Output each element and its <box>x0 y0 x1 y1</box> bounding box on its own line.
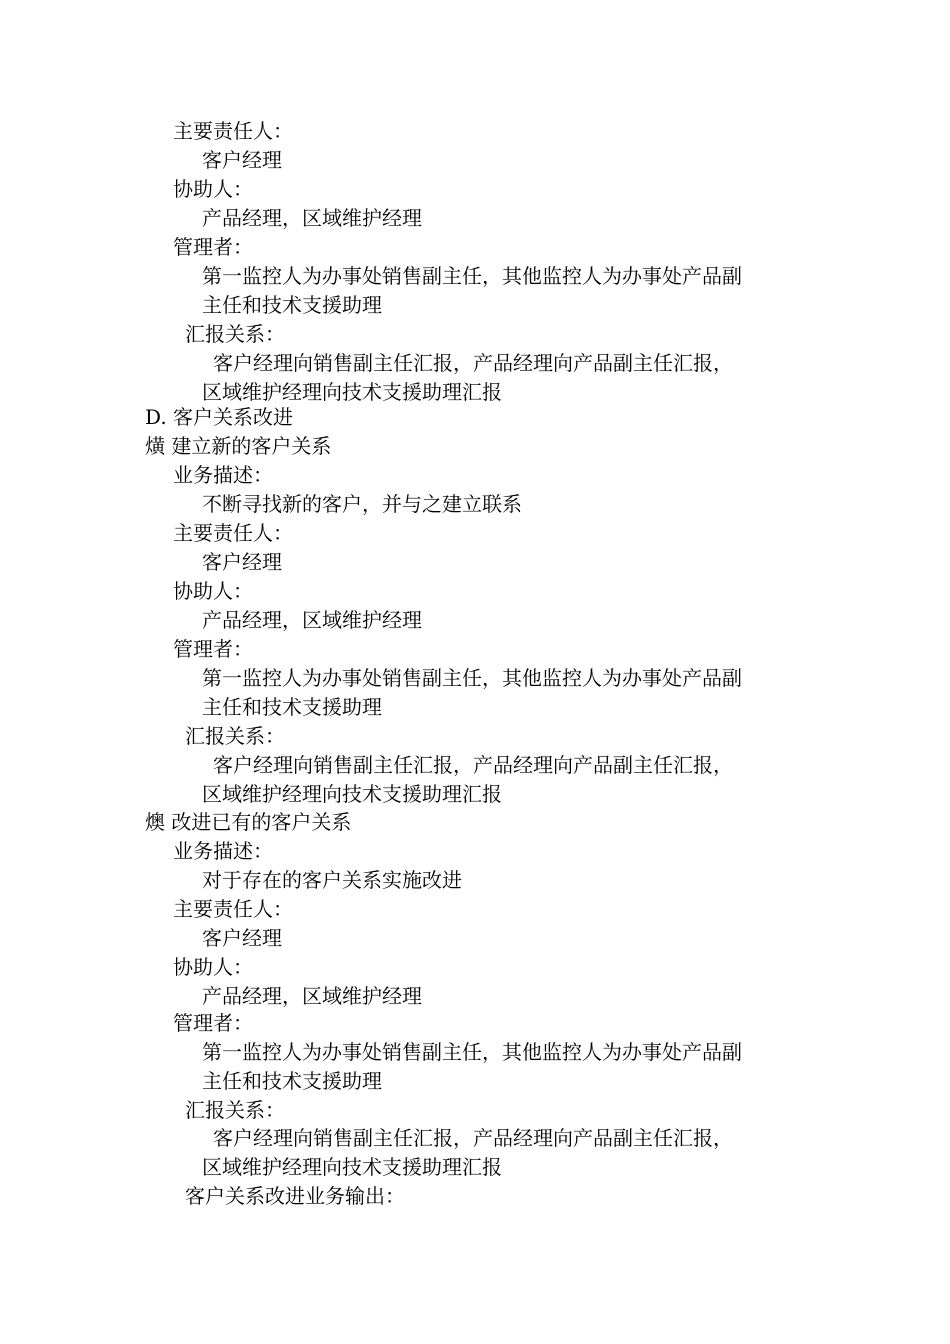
value-assistant: 产品经理，区域维护经理 <box>202 984 422 1008</box>
label-manager: 管理者： <box>173 235 253 259</box>
label-manager: 管理者： <box>173 1011 253 1035</box>
value-assistant: 产品经理，区域维护经理 <box>202 206 422 230</box>
label-reporting: 汇报关系： <box>185 724 285 748</box>
label-assistant: 协助人： <box>173 955 253 979</box>
value-business-description: 不断寻找新的客户，并与之建立联系 <box>202 492 522 516</box>
value-manager-line1: 第一监控人为办事处销售副主任，其他监控人为办事处产品副 <box>202 1040 742 1064</box>
value-manager-line2: 主任和技术支援助理 <box>202 695 382 719</box>
value-reporting-line1: 客户经理向销售副主任汇报，产品经理向产品副主任汇报， <box>213 1126 733 1150</box>
value-reporting-line2: 区域维护经理向技术支援助理汇报 <box>202 1155 502 1179</box>
value-reporting-line2: 区域维护经理向技术支援助理汇报 <box>202 380 502 404</box>
section-heading-d: D. 客户关系改进 <box>145 405 294 429</box>
value-manager-line2: 主任和技术支援助理 <box>202 293 382 317</box>
label-business-description: 业务描述： <box>173 839 273 863</box>
subsection-heading-new: 熿 建立新的客户关系 <box>145 434 332 458</box>
value-reporting-line1: 客户经理向销售副主任汇报，产品经理向产品副主任汇报， <box>213 753 733 777</box>
label-business-description: 业务描述： <box>173 463 273 487</box>
value-reporting-line1: 客户经理向销售副主任汇报，产品经理向产品副主任汇报， <box>213 351 733 375</box>
label-manager: 管理者： <box>173 637 253 661</box>
value-main-responsible: 客户经理 <box>202 926 282 950</box>
value-assistant: 产品经理，区域维护经理 <box>202 608 422 632</box>
label-reporting: 汇报关系： <box>185 322 285 346</box>
label-main-responsible: 主要责任人： <box>173 119 293 143</box>
value-reporting-line2: 区域维护经理向技术支援助理汇报 <box>202 782 502 806</box>
value-business-description: 对于存在的客户关系实施改进 <box>202 868 462 892</box>
value-manager-line2: 主任和技术支援助理 <box>202 1069 382 1093</box>
label-main-responsible: 主要责任人： <box>173 521 293 545</box>
value-main-responsible: 客户经理 <box>202 550 282 574</box>
label-assistant: 协助人： <box>173 579 253 603</box>
value-manager-line1: 第一监控人为办事处销售副主任，其他监控人为办事处产品副 <box>202 264 742 288</box>
label-reporting: 汇报关系： <box>185 1098 285 1122</box>
value-main-responsible: 客户经理 <box>202 148 282 172</box>
label-improvement-output: 客户关系改进业务输出： <box>185 1184 405 1208</box>
label-main-responsible: 主要责任人： <box>173 897 293 921</box>
subsection-heading-improve: 燠 改进已有的客户关系 <box>145 810 352 834</box>
value-manager-line1: 第一监控人为办事处销售副主任，其他监控人为办事处产品副 <box>202 666 742 690</box>
label-assistant: 协助人： <box>173 177 253 201</box>
